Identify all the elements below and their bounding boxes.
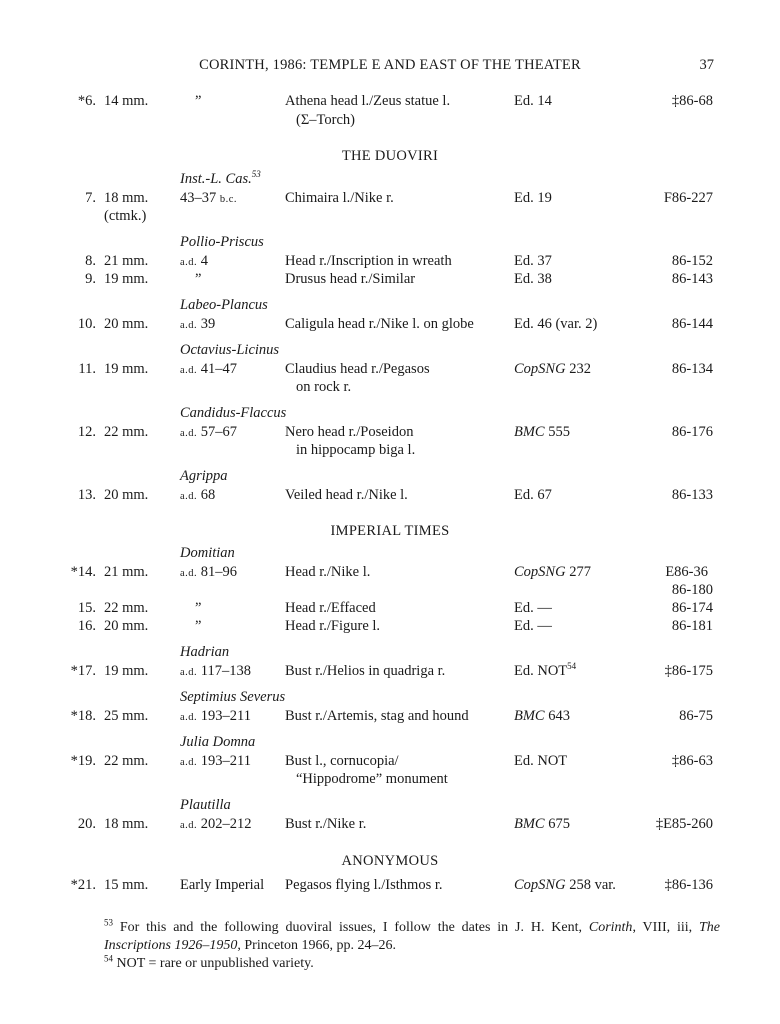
date-range: 193–211 [197, 708, 252, 724]
entry-number: 10. [77, 316, 96, 332]
coin-description: Athena head l./Zeus statue l. [285, 93, 451, 109]
entry-number: *17. [70, 663, 96, 679]
date-era: a.d. [180, 257, 198, 268]
coin-reference: Ed. 19 [514, 190, 552, 206]
catalog-row [0, 315, 780, 333]
date-era: a.d. [180, 491, 198, 502]
ruler-heading [180, 170, 261, 188]
footnote-title: Corinth [588, 920, 633, 935]
coin-description: Bust r./Helios in quadriga r. [285, 663, 446, 679]
coin-date [180, 563, 237, 583]
footnote [104, 955, 720, 973]
catalog-row [0, 92, 780, 110]
inventory-number: 86-144 [671, 316, 713, 332]
reference-corpus: BMC [514, 708, 545, 724]
section-heading: IMPERIAL TIMES [330, 523, 450, 539]
coin-size: 14 mm. [104, 93, 149, 109]
inventory-number: 86-134 [671, 361, 713, 377]
catalog-row [0, 189, 780, 207]
coin-description: Bust r./Artemis, stag and hound [285, 708, 469, 724]
catalog-row-continuation [0, 581, 780, 599]
inventory-number: 86-143 [671, 271, 713, 287]
coin-size-note: (ctmk.) [104, 208, 147, 224]
coin-description: Head r./Figure l. [285, 618, 381, 634]
entry-number: *14. [70, 564, 96, 580]
coin-description: Chimaira l./Nike r. [285, 190, 394, 206]
date-range: 81–96 [197, 564, 238, 580]
coin-description: Bust r./Nike r. [285, 816, 367, 832]
date-range: 41–47 [197, 361, 238, 377]
footnote-title: The Inscriptions 1926–1950 [104, 920, 720, 953]
coin-date: Early Imperial [180, 877, 265, 893]
coin-description-cont: on rock r. [296, 379, 352, 395]
coin-size: 20 mm. [104, 487, 149, 503]
coin-date [180, 662, 251, 682]
footnote-text: , Princeton 1966, pp. 24–26. [237, 938, 397, 953]
reference-corpus: BMC [514, 424, 545, 440]
reference-number: 258 var. [565, 877, 616, 893]
coin-date [180, 486, 215, 506]
coin-description: Veiled head r./Nike l. [285, 487, 408, 503]
inventory-number: ‡86-68 [671, 93, 713, 109]
coin-size: 22 mm. [104, 424, 149, 440]
inventory-number: 86-176 [671, 424, 713, 440]
catalog-row [0, 752, 780, 770]
inventory-number: 86-75 [679, 708, 713, 724]
entry-number: 15. [77, 600, 96, 616]
date-era: a.d. [180, 568, 198, 579]
catalog-row-continuation [0, 111, 780, 129]
coin-date [180, 189, 237, 209]
reference-number: 675 [544, 816, 570, 832]
coin-size: 18 mm. [104, 190, 149, 206]
inventory-number: 86-133 [671, 487, 713, 503]
coin-description: Drusus head r./Similar [285, 271, 416, 287]
catalog-row [0, 599, 780, 617]
ruler-heading: Septimius Severus [180, 689, 286, 705]
ruler-name: Inst.-L. Cas. [180, 171, 252, 187]
footnote-mark: 53 [104, 917, 113, 928]
inventory-number: 86-152 [671, 253, 713, 269]
coin-date [180, 315, 215, 335]
coin-reference [514, 360, 591, 378]
entry-number: 12. [77, 424, 96, 440]
coin-date: ” [195, 271, 202, 287]
entry-number: 16. [77, 618, 96, 634]
coin-reference [514, 662, 576, 680]
coin-reference: Ed. — [514, 600, 552, 616]
reference-text: Ed. NOT [514, 663, 568, 679]
date-era: a.d. [180, 712, 198, 723]
page-number: 37 [699, 57, 714, 73]
catalog-row [0, 563, 780, 581]
coin-reference: Ed. NOT [514, 753, 568, 769]
coin-description-cont: (Σ–Torch) [296, 112, 355, 128]
ruler-heading: Agrippa [180, 468, 228, 484]
coin-size: 18 mm. [104, 816, 149, 832]
catalog-row [0, 270, 780, 288]
date-range: 43–37 [180, 190, 220, 206]
footnote-text: For this and the following duoviral issues, I follow the dates in J. H. Kent, [113, 920, 589, 935]
date-era: a.d. [180, 757, 198, 768]
entry-number: *6. [77, 93, 96, 109]
coin-description: Nero head r./Poseidon [285, 424, 414, 440]
coin-reference: Ed. 67 [514, 487, 552, 503]
entry-number: 7. [85, 190, 96, 206]
coin-reference [514, 423, 570, 441]
footnote [104, 919, 720, 955]
coin-size: 22 mm. [104, 753, 149, 769]
coin-size: 19 mm. [104, 271, 149, 287]
coin-description: Head r./Inscription in wreath [285, 253, 452, 269]
reference-corpus: BMC [514, 816, 545, 832]
coin-date: ” [195, 600, 202, 616]
ruler-heading: Plautilla [180, 797, 231, 813]
coin-reference: Ed. 14 [514, 93, 552, 109]
coin-size: 22 mm. [104, 600, 149, 616]
entry-number: 13. [77, 487, 96, 503]
catalog-row-continuation [0, 207, 780, 225]
reference-number: 277 [565, 564, 591, 580]
entry-number: *21. [70, 877, 96, 893]
footnote-text: NOT = rare or unpublished variety. [113, 956, 314, 971]
date-era: b.c. [219, 194, 238, 205]
entry-number: 11. [78, 361, 96, 377]
catalog-row [0, 360, 780, 378]
catalog-row [0, 423, 780, 441]
coin-date [180, 252, 208, 272]
catalog-row [0, 486, 780, 504]
catalog-row [0, 252, 780, 270]
inventory-number: ‡86-175 [664, 663, 713, 679]
ruler-heading: Domitian [180, 545, 235, 561]
coin-description: Pegasos flying l./Isthmos r. [285, 877, 443, 893]
date-range: 117–138 [197, 663, 252, 679]
entry-number: 20. [77, 816, 96, 832]
catalog-row-continuation [0, 770, 780, 788]
catalog-row [0, 662, 780, 680]
date-range: 57–67 [197, 424, 238, 440]
coin-reference: Ed. 46 (var. 2) [514, 316, 598, 332]
coin-description: Head r./Effaced [285, 600, 376, 616]
date-era: a.d. [180, 428, 198, 439]
footnote-mark: 54 [104, 953, 113, 964]
coin-date [180, 360, 237, 380]
section-heading: THE DUOVIRI [341, 148, 439, 164]
date-range: 4 [197, 253, 209, 269]
running-header [0, 57, 780, 77]
catalog-row-continuation [0, 378, 780, 396]
footnote-ref: 53 [251, 169, 261, 180]
coin-date: ” [195, 93, 202, 109]
coin-reference [514, 707, 570, 725]
date-era: a.d. [180, 667, 198, 678]
coin-description: Caligula head r./Nike l. on globe [285, 316, 474, 332]
entry-number: 9. [85, 271, 96, 287]
inventory-number: ‡86-63 [671, 753, 713, 769]
coin-date [180, 707, 251, 727]
coin-description: Head r./Nike l. [285, 564, 371, 580]
ruler-heading: Pollio-Priscus [180, 234, 264, 250]
reference-corpus: CopSNG [514, 877, 566, 893]
inventory-number: F86-227 [663, 190, 713, 206]
reference-number: 555 [544, 424, 570, 440]
inventory-number: 86-181 [671, 618, 713, 634]
entry-number: 8. [85, 253, 96, 269]
reference-corpus: CopSNG [514, 564, 566, 580]
coin-date [180, 815, 252, 835]
inventory-number: 86-174 [671, 600, 713, 616]
coin-date: ” [195, 618, 202, 634]
catalog-row [0, 617, 780, 635]
coin-date [180, 752, 251, 772]
coin-date [180, 423, 237, 443]
catalog-row [0, 876, 780, 894]
coin-reference [514, 815, 570, 833]
date-range: 39 [197, 316, 216, 332]
coin-size: 19 mm. [104, 663, 149, 679]
coin-size: 21 mm. [104, 564, 149, 580]
ruler-heading: Candidus-Flaccus [180, 405, 287, 421]
coin-reference [514, 876, 616, 894]
coin-size: 25 mm. [104, 708, 149, 724]
catalog-row-continuation [0, 441, 780, 459]
ruler-heading: Hadrian [180, 644, 230, 660]
inventory-number: E86-36 [665, 564, 708, 580]
running-title: CORINTH, 1986: TEMPLE E AND EAST OF THE THEATER [199, 57, 581, 73]
footnote-ref: 54 [567, 661, 577, 672]
ruler-heading: Labeo-Plancus [180, 297, 268, 313]
coin-size: 20 mm. [104, 618, 149, 634]
reference-number: 232 [565, 361, 591, 377]
reference-corpus: CopSNG [514, 361, 566, 377]
coin-reference: Ed. 37 [514, 253, 552, 269]
entry-number: *19. [70, 753, 96, 769]
coin-reference: Ed. 38 [514, 271, 552, 287]
coin-description-cont: in hippocamp biga l. [296, 442, 416, 458]
date-range: 193–211 [197, 753, 252, 769]
coin-description-cont: “Hippodrome” monument [296, 771, 448, 787]
inventory-number: ‡E85-260 [655, 816, 713, 832]
ruler-heading: Julia Domna [180, 734, 256, 750]
coin-size: 19 mm. [104, 361, 149, 377]
coin-reference: Ed. — [514, 618, 552, 634]
coin-reference [514, 563, 591, 581]
footnote-text: , VIII, iii, [632, 920, 699, 935]
coin-size: 21 mm. [104, 253, 149, 269]
catalog-row [0, 815, 780, 833]
date-era: a.d. [180, 320, 198, 331]
reference-number: 643 [544, 708, 570, 724]
date-era: a.d. [180, 820, 198, 831]
section-heading: ANONYMOUS [341, 853, 439, 869]
ruler-heading: Octavius-Licinus [180, 342, 280, 358]
inventory-number: ‡86-136 [664, 877, 713, 893]
coin-description: Bust l., cornucopia/ [285, 753, 399, 769]
inventory-number-secondary: 86-180 [671, 582, 713, 598]
coin-description: Claudius head r./Pegasos [285, 361, 430, 377]
date-era: a.d. [180, 365, 198, 376]
catalog-row [0, 707, 780, 725]
date-range: 68 [197, 487, 216, 503]
coin-size: 20 mm. [104, 316, 149, 332]
coin-size: 15 mm. [104, 877, 149, 893]
entry-number: *18. [70, 708, 96, 724]
date-range: 202–212 [197, 816, 252, 832]
